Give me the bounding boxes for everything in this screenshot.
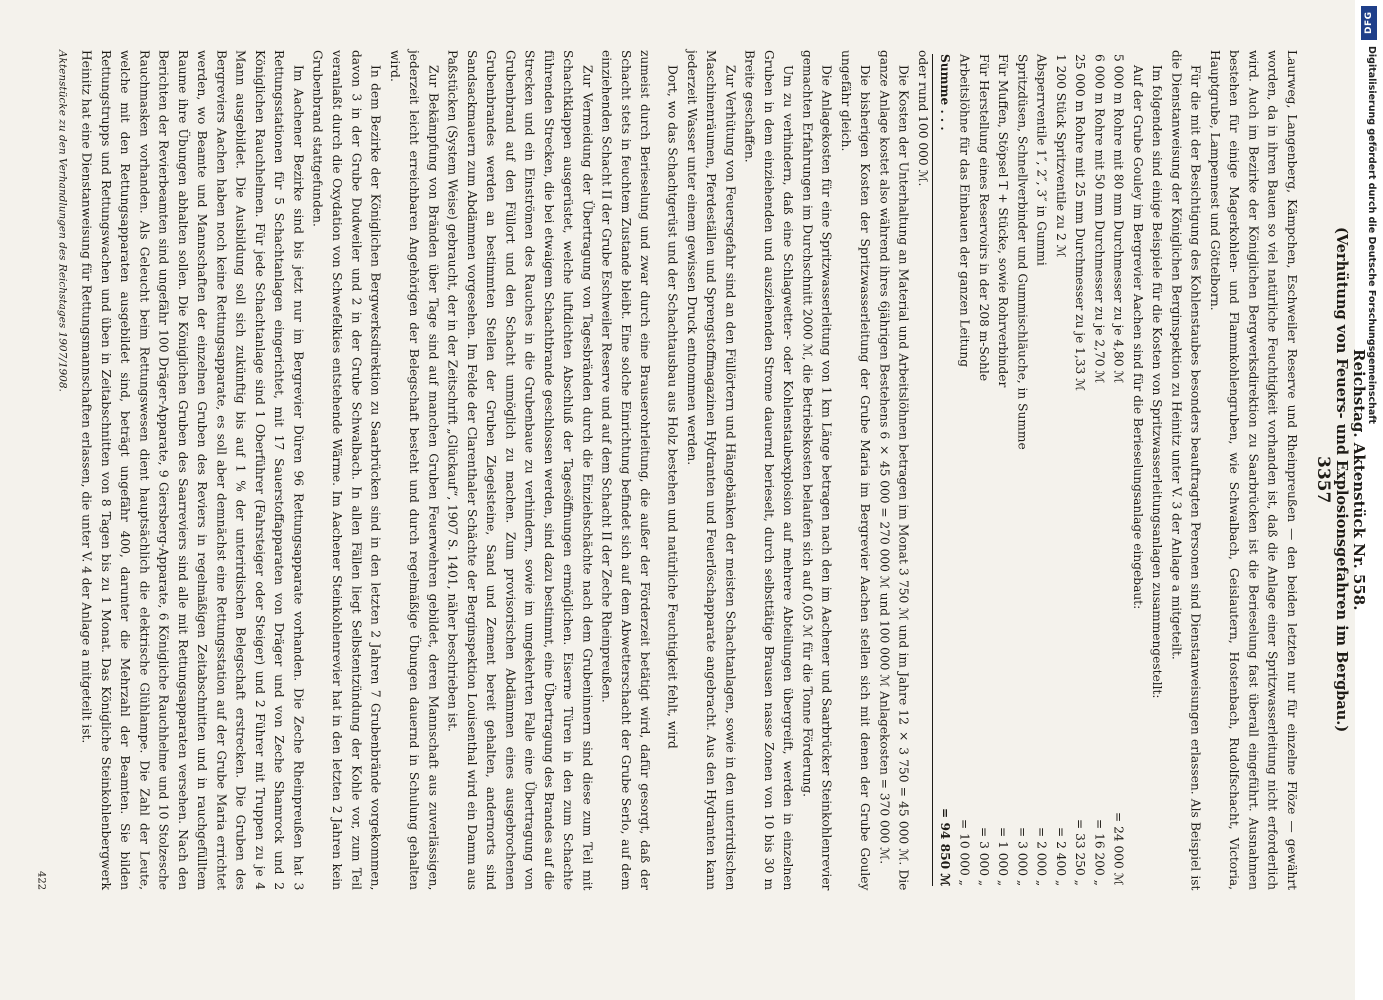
header-left: Reichstag. Aktenstück Nr. 558. [1350,349,1368,611]
cost-sum-amount: = 94 850 ℳ [938,807,953,886]
cost-row [1089,54,1108,886]
cost-amount: = 2 000 „ [1034,826,1049,886]
paragraph: Im Aachener Bezirke sind bis jetzt nur im Bergrevier Düren 96 Rettungsapparate vorhanden. Die Zeche Rheinpreußen hat 3 Rettungsstationen für 5 Schachtanlagen eingerichtet, mit 17 Sauerstoffapparaten von Dräger und von Zeche Shamrock und 2 Königlichen Rauchhelmen. Für jede Schachtanlage sind 1 Oberführer (Fahrsteiger oder Steiger) und 2 Führer mit Truppen zu je 4 Mann ausgebildet. Die Ausbildung soll sich zukünftig bis auf 1 % der unterirdischen Belegschaft erstrecken. Die Gruben des Bergreviers Aachen haben noch keine Rettungsapparate, es soll aber demnächst eine Rettungsstation auf der Grube Maria errichtet werden, wo Beamte und Mannschaften der einzelnen Gruben des Reviers in regelmäßigen Zeitabschnitten und in rauchgefülltem Raume ihre Übungen abhalten sollen. Die Königlichen Gruben des Saarreviers sind alle mit Rettungsapparaten versehen. Nach den Berichten der Revierbeamten sind ungefähr 100 Dräger-Apparate, 9 Giersberg-Apparate, 6 Königliche Rauchhelme und 10 Stolzesche Rauchmasken vorhanden. Als Geleucht beim Rettungswesen dient hauptsächlich die elektrische Glühlampe. Die Zahl der Leute, welche mit den Rettungsapparaten ausgebildet sind, beträgt ungefähr 400, darunter die Mehrzahl der Beamten. Sie bilden Rettungstrupps und Rettungswachen und üben in Zeitabschnitten von 8 Tagen bis zu 1 Monat. Das Königliche Steinkohlenbergwerk Heinitz hat eine Dienstanweisung für Rettungsmannschaften erlassen, die unter V. 4 der Anlage a mitgeteilt ist. [79,50,306,890]
cost-label: Für Herstellung eines Reservoirs in der 208 m-Sohle [976,54,991,382]
paragraph: Die Kosten der Unterhaltung an Material und Arbeitslöhnen betragen im Monat 3 750 ℳ und im Jahre 12 × 3 750 = 45 000 ℳ. Die ganze Anlage kostet also während ihres 6jährigen Bestehens 6 × 45 000 = 270 000 ℳ und 100 000 ℳ Anlagekosten = 370 000 ℳ. [877,50,911,890]
cost-row [1108,54,1127,886]
cost-label: Absperrventile 1″, 2″, 3″ in Gummi [1034,54,1049,266]
paragraph: Dort, wo das Schachtgerüst und der Schachtausbau aus Holz bestehen und natürliche Feuchtigkeit fehlt, wird [665,64,680,749]
cost-label: 1 200 Stück Spritzventile zu 2 ℳ [1053,54,1068,258]
paragraph: Zur Bekämpfung von Bränden über Tage sind auf manchen Gruben Feuerwehren gebildet, deren Mannschaft aus zuverlässigen, jederzeit leicht erreichbaren Angehörigen der Belegschaft besteht und durch regelmäßige Übungen dauernd in Schulung gehalten wird. [387,50,441,890]
cost-amount: = 1 000 „ [996,826,1011,886]
digitization-credit-text: Digitalisierung gefördert durch die Deutsche Forschungsgemeinschaft [1366,46,1377,424]
cost-label: 6 000 m Rohre mit 50 mm Durchmesser zu je 2,70 ℳ [1092,54,1107,384]
running-header [1313,50,1368,910]
cost-label: Für Muffen, Stöpsel T + Stücke, sowie Rohrverbinder [996,54,1011,388]
cost-amount: = 10 000 „ [957,819,972,886]
dfg-logo-icon: DFG [1361,6,1377,40]
paragraph: Im folgenden sind einige Beispiele für die Kosten von Spritzwasserleitungsanlagen zusammengestellt: [1150,64,1165,699]
cost-row [993,54,1012,886]
paragraph: Laurweg, Langenberg, Kämpchen, Eschweiler Reserve und Rheinpreußen — den beiden letzten nur für einzelne Flöze — gewährt worden, da in ihren Bauen so viel natürliche Feuchtigkeit vorhanden ist, daß die Anlage einer Spritzwasserleitung nicht erforderlich wird. Auch im Bezirke der Königlichen Bergwerksdirektion zu Saarbrücken ist die Berieselung fast überall eingeführt. Ausnahmen bestehen für einige Magerkohlen- und Flammkohlengruben, wie Schwalbach, Geislautern, Hostenbach, Rudolfschacht, Victoria, Hauptgrube, Lampennest und Göttelborn. [1207,50,1299,890]
paragraph: Auf der Grube Gouley im Bergrevier Aachen sind für die Berieselungsanlage eingebaut: [1130,64,1145,609]
cost-amount: = 24 000 ℳ [1111,812,1126,886]
cost-label: Arbeitslöhne für das Einbauen der ganzen Leitung [957,54,972,368]
paragraph: In dem Bezirke der Königlichen Bergwerksdirektion zu Saarbrücken sind in den letzten 2 Jahren 7 Grubenbrände vorgekommen, davon 3 in der Grube Dudweiler und 2 in der Grube Schwalbach. In allen Fällen liegt Selbstentzündung der Kohle vor, zum Teil veranlaßt durch die Oxydation von Schwefelkies entstehende Wärme. Im Aachener Steinkohlenrevier hat in den letzten 2 Jahren kein Grubenbrand stattgefunden. [310,50,383,890]
cost-label: 25 000 m Rohre mit 25 mm Durchmesser zu je 1,33 ℳ [1073,54,1088,392]
paragraph: Zur Verhütung von Feuersgefahr sind an den Füllörtern und Hängebänken der meisten Schachtanlagen, sowie in den unterirdischen Maschinenräumen, Pferdeställen und Sprengstoffmagazinen Hydranten und Feuerlöschapparate angebracht. Aus den Hydranten kann jederzeit Wasser unter einem gewissen Druck entnommen werden. [684,50,738,890]
paragraph: Für die mit der Besichtigung des Kohlenstaubes besonders beauftragten Personen sind Dienstanweisungen erlassen. Als Beispiel ist die Dienstanweisung der Königlichen Berginspektion zu Heinitz unter V. 3 der Anlage a mitgeteilt. [1169,50,1203,890]
cost-sum-row [932,54,954,886]
text-column-left [662,50,1301,890]
scanned-page [35,50,1368,930]
paragraph: Die bisherigen Kosten der Spritzwasserleitung der Grube Maria im Bergrevier Aachen stellen sich mit denen der Grube Gouley ungefähr gleich. [838,50,873,890]
cost-amount: = 3 000 „ [976,826,991,886]
header-title: (Verhütung von Feuers- und Explosionsgefahren im Bergbau.) [1333,227,1350,733]
cost-row [954,54,973,886]
cost-row [1051,54,1070,886]
cost-table [932,54,1128,886]
page-footer [56,50,68,890]
paragraph: zumeist durch Berieselung und zwar durch eine Brauserohrleitung, die außer der Förderzeit betätigt wird, dafür gesorgt, daß der Schacht stets in feuchtem Zustande bleibt. Eine solche Einrichtung befindet sich auf dem Abwetterschacht der Grube Serlo, auf dem einziehenden Schacht II der Grube Eschweiler Reserve und auf dem Schacht II der Zeche Rheinpreußen. [599,50,653,890]
cost-amount: = 33 250 „ [1073,819,1088,886]
cost-row [1031,54,1050,886]
paragraph: Um zu verhindern, daß eine Schlagwetter- oder Kohlenstaubexplosion auf mehrere Abteilungen übergreift, werden in einzelnen Gruben in dem einziehenden und ausziehenden Strome dauernd berieselt, durch selbsttätige Brausen nasse Zonen von 10 bis 30 m Breite geschaffen. [742,50,796,890]
paragraph: Die Anlagekosten für eine Spritzwasserleitung von 1 km Länge betragen nach den im Aachener und Saarbrücker Steinkohlenrevier gemachten Erfahrungen im Durchschnitt 2000 ℳ, die Betriebskosten belaufen sich auf 0,05 ℳ für die Tonne Förderung. [800,50,834,890]
footer-source: Aktenstücke zu den Verhandlungen des Reichstages 1907/1908. [56,50,69,392]
cost-row [1012,54,1031,886]
page-number: 3357 [1313,456,1333,504]
folio-number: 422 [35,870,47,890]
cost-sum-label: Summe . . . [938,54,953,131]
cost-amount: = 16 200 „ [1092,819,1107,886]
cost-amount: = 2 400 „ [1053,826,1068,886]
text-column-right [76,50,654,890]
cost-row [973,54,992,886]
cost-label: Spritzdüsen, Schnellverbinder und Gummischläuche, in Summe [1015,54,1030,450]
cost-row [1070,54,1089,886]
folio-number-wrap [35,50,46,890]
cost-label: 5 000 m Rohre mit 80 mm Durchmesser zu je 4,80 ℳ [1111,54,1126,384]
cost-amount: = 3 000 „ [1015,826,1030,886]
paragraph: oder rund 100 000 ℳ. [915,50,930,187]
paragraph: Zur Vermeidung der Übertragung von Tagesbränden durch die Einziehschächte nach dem Grubeninnern sind diese zum Teil mit Schachtklappen ausgerüstet, welche luftdichten Abschluß der Tagesöffnungen ermöglichen. Eiserne Türen in den zum Schachte führenden Strecken, die bei etwaigem Schachtbrande geschlossen werden, sind dazu bestimmt, eine Übertragung des Brandes auf die Strecken und ein Einströmen des Rauches in die Grubenbaue zu verhindern, sowie im umgekehrten Falle eine Übertragung von Grubenbrand auf den Füllort und den Schacht unmöglich zu machen. Zum provisorischen Abdämmen eines ausgebrochenen Grubenbrandes werden an bestimmten Stellen der Gruben Ziegelsteine, Sand und Zement bereit gehalten, andernorts sind Sandsackmauern zum Abdämmen vorgesehen. Im Felde der Clarenthaler Schächte der Berginspektion Louisenthal wird ein Damm aus Paßstücken (System Weise) gebraucht, der in der Zeitschrift „Glückauf“, 1907 S. 1401, näher beschrieben ist. [445,50,595,890]
